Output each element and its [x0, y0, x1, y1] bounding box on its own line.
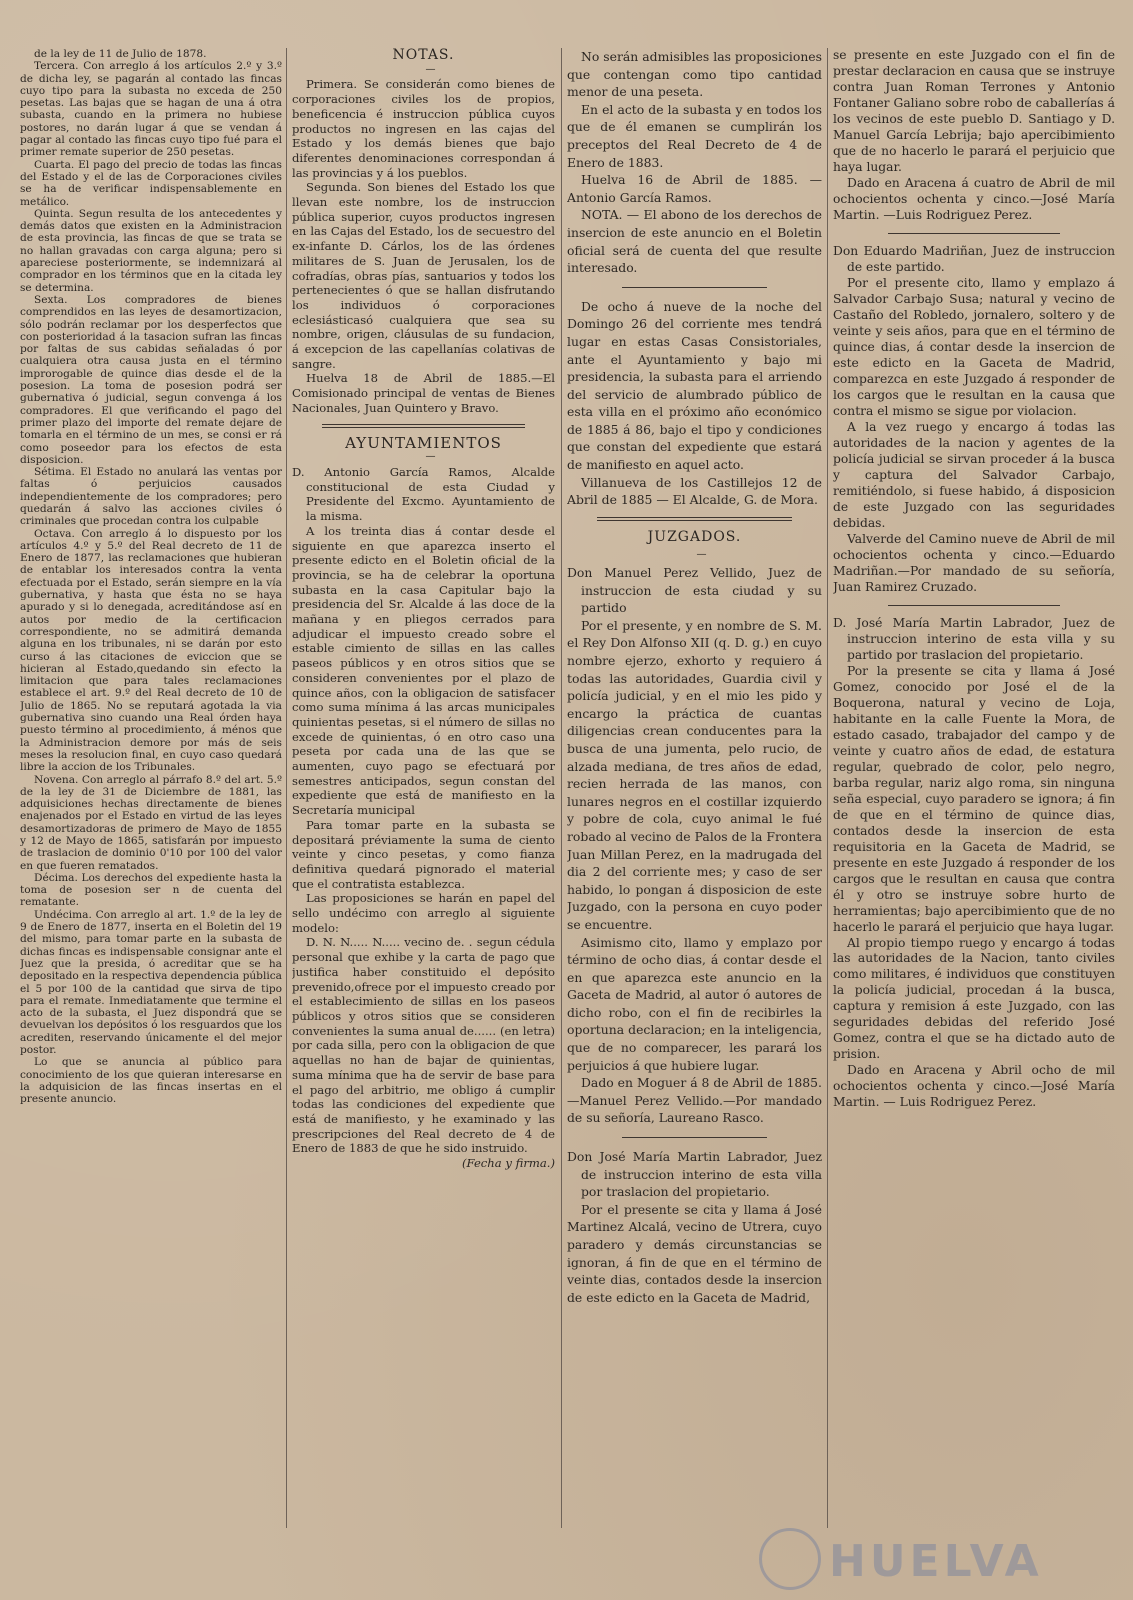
section-divider: [622, 1137, 767, 1138]
section-heading: AYUNTAMIENTOS: [345, 433, 502, 452]
newspaper-page: [20, 48, 1115, 1588]
paragraph: Huelva 18 de Abril de 1885.—El Comisionado principal de ventas de Bienes Nacionales, Juan Quintero y Bravo.: [292, 371, 555, 415]
notice-heading: D. Antonio García Ramos, Alcalde constitucional de esta Ciudad y Presidente del Excmo. Ayuntamiento de la misma.: [292, 464, 555, 524]
paragraph: Asimismo cito, llamo y emplazo por término de ocho dias, á contar desde el en que aparezca este anuncio en la Gaceta de Madrid, al autor ó autores de dicho robo, con el fin de recibirles la oportuna declaracion; en la inteligencia, que de no comparecer, les parará los perjuicios á que hubiere lugar.: [567, 934, 822, 1073]
paragraph: Décima. Los derechos del expediente hasta la toma de posesion ser n de cuenta del rematante.: [20, 871, 282, 909]
paragraph: de la ley de 11 de Julio de 1878.: [34, 48, 207, 60]
section-heading: NOTAS.: [392, 48, 455, 63]
paragraph: Segunda. Son bienes del Estado los que llevan este nombre, los de instruccion pública superior, cuyos productos ingresen en las Cajas del Estado, los de secuestro del ex-infante D. Cárlos, los de las órdenes militares de S. Juan de Jerusalen, los de cofradías, obras pías, santuarios y todos los pertenecientes ó que se hallan disfrutando los individuos ó corporaciones eclesiásticasó cualquiera que sea su nombre, origen, cláusulas de su fundacion, á excepcion de las capellanías colativas de sangre.: [292, 180, 555, 371]
paragraph: Tercera. Con arreglo á los artículos 2.º y 3.º de dicha ley, se pagarán al contado las fincas cuyo tipo para la subasta no exceda de 250 pesetas. Las bajas que se hagan de una á otra subasta, cuando en la primera no hubiese postores, no darán lugar á que se vendan á pagar al contado las fincas cuyo tipo fué para el primer remate superior de 250 pesetas.: [20, 60, 282, 159]
paragraph: Cuarta. El pago del precio de todas las fincas del Estado y el de las de Corporaciones civiles se ha de verificar indispensablemente en metálico.: [20, 158, 282, 208]
paragraph: Sexta. Los compradores de bienes comprendidos en las leyes de desamortizacion, sólo podrán reclamar por los desperfectos que con posterioridad á la tasacion sufran las fincas por faltas de sus cabidas señaladas ó por cualquiera otra causa justa en el término improrogable de quince dias desde el de la posesion. La toma de posesion podrá ser gubernativa ó judicial, segun convenga á los compradores. El que verificando el pago del primer plazo del importe del remate dejare de tomarla en el término de un mes, se consi er rá como poseedor para los efectos de esta disposicion.: [20, 293, 282, 466]
paragraph: Huelva 16 de Abril de 1885. —Antonio García Ramos.: [567, 172, 822, 205]
paragraph: Octava. Con arreglo á lo dispuesto por los artículos 4.º y 5.º del Real decreto de 11 de Enero de 1877, las reclamaciones que hubieran de entablar los interesados contra la venta efectuada por el Estado, serán siempre en la vía gubernativa, y hasta que ésta no se haya apurado y si lo denegada, acreditándose así en autos por medio de la certificacion correspondiente, no se admitirá demanda alguna en los tribunales, ni se darán por esto curso á las citaciones de eviccion que se hicieran al Estado,quedando sin efecto la limitacion que para tales reclamaciones establece el art. 9.º del Real decreto de 10 de Julio de 1865. No se reputará agotada la via gubernativa sino cuando una Real órden haya puesto término al procedimiento, á ménos que la Administracion demore por más de seis meses la resolucion final, en cuyo caso quedará libre la accion de los Tribunales.: [20, 527, 282, 774]
notice-heading: Don Eduardo Madriñan, Juez de instruccion de este partido.: [833, 244, 1115, 275]
section-divider: [622, 287, 767, 288]
section-divider: [888, 233, 1060, 234]
paragraph: Al propio tiempo ruego y encargo á todas las autoridades de la Nacion, tanto civiles como militares, é individuos que constituyen la policía judicial, procedan á la busca, captura y remision á este Juzgado, con las seguridades debidas del referido José Gomez, contra el que se ha dictado auto de prision.: [833, 935, 1115, 1062]
watermark-text: HUELVA: [829, 1536, 1043, 1587]
paragraph: Para tomar parte en la subasta se depositará préviamente la suma de ciento veinte y cinco pesetas, y como fianza definitiva quedará pignorado el material que el contratista establezca.: [292, 817, 555, 891]
paragraph: En el acto de la subasta y en todos los que de él emanen se cumplirán los preceptos del Real Decreto de 4 de Enero de 1883.: [567, 101, 822, 170]
paragraph: Villanueva de los Castillejos 12 de Abril de 1885 — El Alcalde, G. de Mora.: [567, 474, 822, 508]
paragraph: No serán admisibles las proposiciones que contengan como tipo cantidad menor de una peseta.: [567, 49, 822, 100]
paragraph: Por el presente cito, llamo y emplazo á Salvador Carbajo Susa; natural y vecino de Castaño del Robledo, jornalero, soltero y de veinte y seis años, para que en el término de quince dias, á contar desde la insercion de este edicto en la Gaceta de Madrid, comparezca en este Juzgado á responder de los cargos que le resultan en la causa que contra el mismo se sigue por violacion.: [833, 276, 1115, 419]
paragraph: Por el presente se cita y llama á José Martinez Alcalá, vecino de Utrera, cuyo paradero y demás circunstancias se ignoran, á fin de que en el término de veinte dias, contados desde la insercion de este edicto en la Gaceta de Madrid,: [567, 1201, 822, 1305]
paragraph: A los treinta dias á contar desde el siguiente en que aparezca inserto el presente edicto en el Boletin oficial de la provincia, se ha de celebrar la oportuna subasta en la casa Capitular bajo la presidencia del Sr. Alcalde á las doce de la mañana y en pliegos cerrados para adjudicar el impuesto creado sobre el estable cimiento de sillas en las calles paseos públicos y en otros sitios que se consideren convenientes por el plazo de quince años, con la obligacion de satisfacer como suma mínima á las arcas municipales quinientas pesetas, si el número de sillas no excede de quinientas, ó en otro caso una peseta por cada una de las que se aumenten, cuyo pago se efectuará por semestres anticipados, segun constan del expediente que está de manifiesto en la Secretaría municipal: [292, 523, 555, 818]
column-1: [20, 48, 282, 1588]
notice-heading: Don José María Martin Labrador, Juez de instruccion interino de esta villa por traslacion del propietario.: [567, 1149, 822, 1200]
paragraph: Por la presente se cita y llama á José Gomez, conocido por José el de la Boquerona, natural y vecino de Loja, habitante en la calle Fuente la Mora, de estado casado, trabajador del campo y de veinte y cuatro años de edad, de estatura regular, quebrado de color, pelo negro, barba regular, nariz algo roma, sin ninguna seña especial, cuyo paradero se ignora; á fin de que en el término de quince dias, contados desde la insercion de esta requisitoria en la Gaceta de Madrid, se presente en este Juzgado á responder de los cargos que le resultan en causa que contra él y otro se instruye sobre hurto de herramientas; bajo apercibimiento que de no hacerlo le parará el perjuicio que haya lugar.: [833, 664, 1115, 934]
section-heading: JUZGADOS.: [647, 528, 742, 545]
column-4: [833, 48, 1115, 1588]
heading-dash: —: [696, 549, 707, 561]
paragraph: Undécima. Con arreglo al art. 1.º de la ley de 9 de Enero de 1877, inserta en el Boletin del 19 del mismo, para tomar parte en la subasta de dichas fincas es indispensable consignar ante el Juez que la presida, ó acreditar que se ha depositado en la respectiva dependencia pública el 5 por 100 de la cantidad que sirva de tipo para el remate. Inmediatamente que termine el acto de la subasta, el Juez dispondrá que se devuelvan los depósitos ó los resguardos que los acrediten, reservando únicamente el del mejor postor.: [20, 908, 282, 1057]
paragraph: Novena. Con arreglo al párrafo 8.º del art. 5.º de la ley de 31 de Diciembre de 1881, las adquisiciones hechas directamente de bienes enajenados por el Estado en virtud de las leyes desamortizadoras de primero de Mayo de 1855 y 12 de Mayo de 1865, satisfarán por impuesto de traslacion de dominio 0'10 por 100 del valor en que fueren rematados.: [20, 773, 282, 872]
paragraph: NOTA. — El abono de los derechos de insercion de este anuncio en el Boletin oficial será de cuenta del que resulte interesado.: [567, 207, 822, 276]
notice-heading: Don Manuel Perez Vellido, Juez de instruccion de esta ciudad y su partido: [567, 565, 822, 616]
paragraph: Sétima. El Estado no anulará las ventas por faltas ó perjuicios causados independientemente de los compradores; pero quedarán á salvo las acciones civiles ó criminales que procedan contra los culpable: [20, 466, 282, 528]
paragraph: Dado en Moguer á 8 de Abril de 1885.—Manuel Perez Vellido.—Por mandado de su señoría, Laureano Rasco.: [567, 1075, 822, 1126]
paragraph: D. N. N..... N..... vecino de. . segun cédula personal que exhibe y la carta de pago que justifica haber constituido el depósito prevenido,ofrece por el impuesto creado por el establecimiento de sillas en los paseos públicos y otros sitios que se consideren convenientes la suma anual de...... (en letra) por cada silla, pero con la obligacion de que aquellas no han de bajar de quinientas, suma mínima que ha de servir de base para el pago del arbitrio, me obligo á cumplir todas las condiciones del expediente que está de manifiesto, y he examinado y las prescripciones del Real decreto de 4 de Enero de 1883 de que he sido instruido.: [292, 935, 555, 1156]
paragraph: Dado en Aracena y Abril ocho de mil ochocientos ochenta y cinco.—José María Martin. — Luis Rodriguez Perez.: [833, 1063, 1115, 1110]
notice-heading: D. José María Martin Labrador, Juez de instruccion interino de esta villa y su partido por traslacion del propietario.: [833, 616, 1115, 663]
paragraph: Primera. Se considerán como bienes de corporaciones civiles los de propios, beneficencia é instruccion pública cuyos productos no ingresen en las cajas del Estado y los demás bienes que bajo diferentes denominaciones correspondan á las provincias y á los pueblos.: [292, 77, 555, 180]
paragraph: se presente en este Juzgado con el fin de prestar declaracion en causa que se instruye contra Juan Roman Terrones y Antonio Fontaner Galiano sobre robo de caballerías á los vecinos de este pueblo D. Santiago y D. Manuel García Lebrija; bajo apercibimiento que de no hacerlo le parará el perjuicio que haya lugar.: [833, 48, 1115, 174]
paragraph: Las proposiciones se harán en papel del sello undécimo con arreglo al siguiente modelo:: [292, 891, 555, 935]
column-2: [292, 48, 555, 1588]
paragraph: A la vez ruego y encargo á todas las autoridades de la nacion y agentes de la policía judicial se sirvan proceder á la busca y captura del Salvador Carbajo, remitiéndolo, si fuese habido, á disposicion de este Juzgado con las seguridades debidas.: [833, 419, 1115, 530]
heading-dash: —: [425, 451, 436, 463]
section-divider: [597, 517, 792, 521]
paragraph: Dado en Aracena á cuatro de Abril de mil ochocientos ochenta y cinco.—José María Martin. —Luis Rodriguez Perez.: [833, 175, 1115, 222]
paragraph: Valverde del Camino nueve de Abril de mil ochocientos ochenta y cinco.—Eduardo Madriñan.—Por mandado de su señoría, Juan Ramirez Cruzado.: [833, 531, 1115, 594]
section-divider: [322, 424, 525, 428]
section-divider: [888, 605, 1060, 606]
paragraph: Por el presente, y en nombre de S. M. el Rey Don Alfonso XII (q. D. g.) en cuyo nombre ejerzo, exhorto y requiero á todas las autoridades, Guardia civil y policía judicial, y en el mio les pido y encargo la práctica de cuantas diligencias crean conducentes para la busca de una jumenta, pelo rucio, de alzada mediana, de tres años de edad, recien herrada de las manos, con lunares negros en el costillar izquierdo y pobre de cola, cuyo animal le fué robado al vecino de Palos de la Frontera Juan Millan Perez, en la madrugada del dia 2 del corriente mes; y caso de ser habido, lo pongan á disposicion de este Juzgado, con la persona en cuyo poder se encuentre.: [567, 617, 822, 932]
column-rule: [561, 48, 562, 1528]
column-rule: [827, 48, 828, 1528]
paragraph: De ocho á nueve de la noche del Domingo 26 del corriente mes tendrá lugar en estas Casas Consistoriales, ante el Ayuntamiento y bajo mi presidencia, la subasta para el arriendo del servicio de alumbrado público de esta villa en el próximo año económico de 1885 á 86, bajo el tipo y condiciones que constan del expediente que estará de manifiesto en aquel acto.: [567, 298, 822, 473]
paragraph: Quinta. Segun resulta de los antecedentes y demás datos que existen en la Administracion de esta provincia, las fincas de que se trata se no hallan gravadas con carga alguna; pero si apareciese posteriormente, se indemnizará al comprador en los términos que en la citada ley se determina.: [20, 207, 282, 294]
paragraph: Lo que se anuncia al público para conocimiento de los que quieran interesarse en la adquisicion de las fincas insertas en el presente anuncio.: [20, 1056, 282, 1106]
seal-icon: [759, 1528, 821, 1590]
column-3: [567, 48, 822, 1588]
signature-line: (Fecha y firma.): [462, 1156, 555, 1171]
watermark-logo: [759, 1522, 1119, 1592]
heading-dash: —: [425, 63, 436, 75]
column-rule: [286, 48, 287, 1528]
